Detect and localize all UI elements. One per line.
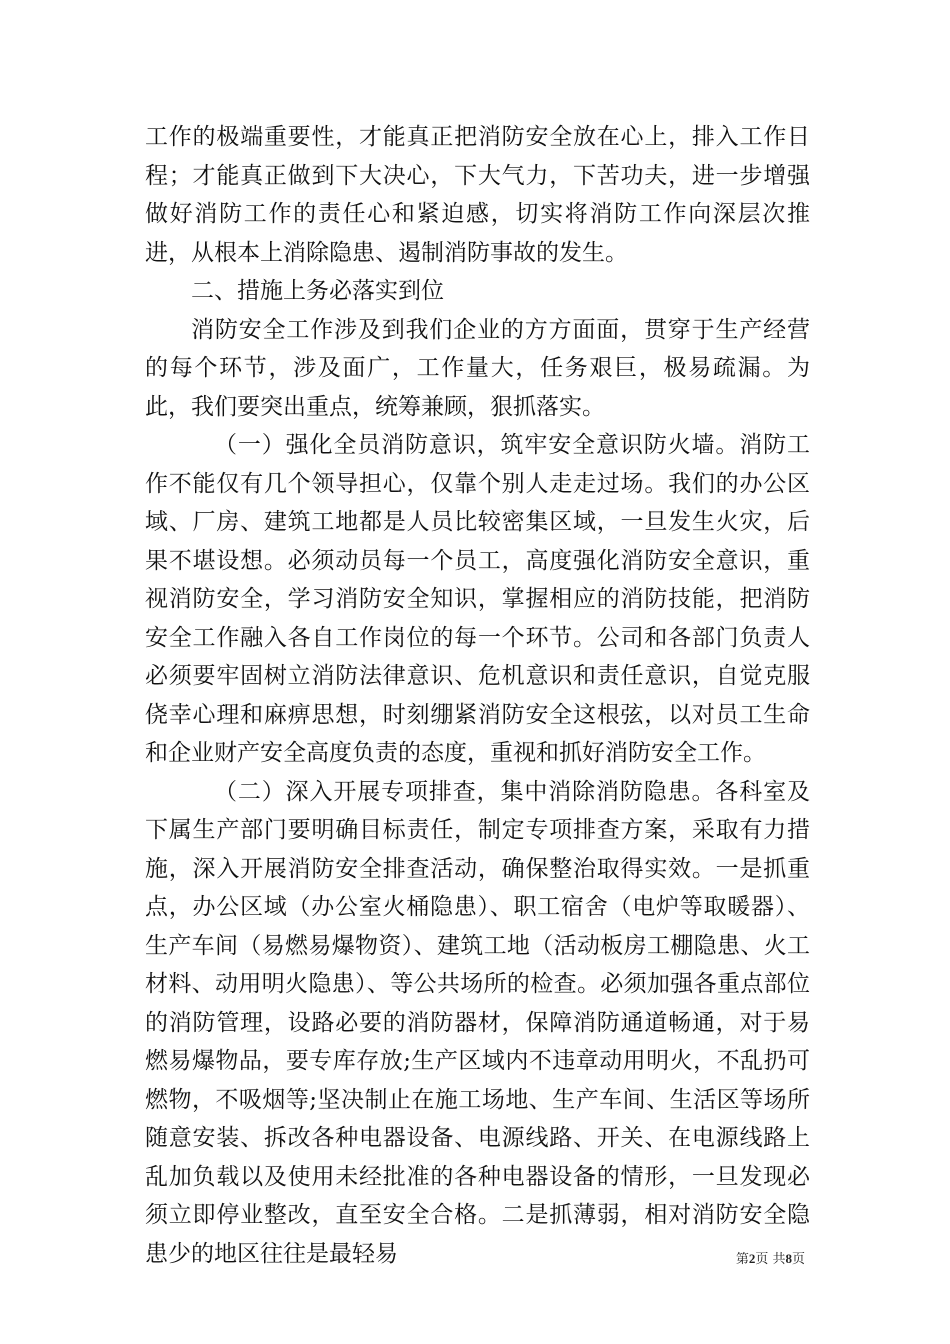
current-page-number: 2 bbox=[748, 1251, 756, 1266]
page-footer bbox=[736, 1248, 805, 1267]
paragraph-item-1: （一）强化全员消防意识，筑牢安全意识防火墙。消防工作不能仅有几个领导担心，仅靠个别人走走过场。我们的办公区域、厂房、建筑工地都是人员比较密集区域，一旦发生火灾，后果不堪设想。必须动员每一个员工，高度强化消防安全意识，重视消防安全，学习消防安全知识，掌握相应的消防技能，把消防安全工作融入各自工作岗位的每一个环节。公司和各部门负责人必须要牢固树立消防法律意识、危机意识和责任意识，自觉克服侥幸心理和麻痹思想，时刻绷紧消防安全这根弦，以对员工生命和企业财产安全高度负责的态度，重视和抓好消防安全工作。 bbox=[145, 432, 810, 766]
total-pages-number: 8 bbox=[785, 1251, 792, 1266]
section-heading: 二、措施上务必落实到位 bbox=[191, 278, 444, 304]
footer-middle: 页 共 bbox=[755, 1252, 786, 1267]
footer-prefix: 第 bbox=[735, 1252, 749, 1267]
paragraph-intro: 消防安全工作涉及到我们企业的方方面面，贯穿于生产经营的每个环节，涉及面广，工作量大，任务艰巨，极易疏漏。为此，我们要突出重点，统筹兼顾，狠抓落实。 bbox=[145, 316, 810, 420]
footer-suffix: 页 bbox=[791, 1252, 805, 1267]
paragraph-item-2: （二）深入开展专项排查，集中消除消防隐患。各科室及下属生产部门要明确目标责任，制定专项排查方案，采取有力措施，深入开展消防安全排查活动，确保整治取得实效。一是抓重点，办公区域（办公室火桶隐患）、职工宿舍（电炉等取暖器）、生产车间（易燃易爆物资）、建筑工地（活动板房工棚隐患、火工材料、动用明火隐患）、等公共场所的检查。必须加强各重点部位的消防管理，设路必要的消防器材，保障消防通道畅通，对于易燃易爆物品，要专库存放;生产区域内不违章动用明火，不乱扔可燃物，不吸烟等;坚决制止在施工场地、生产车间、生活区等场所随意安装、拆改各种电器设备、电源线路、开关、在电源线路上乱加负载以及使用未经批准的各种电器设备的情形，一旦发现必须立即停业整改，直至安全合格。二是抓薄弱，相对消防安全隐患少的地区往往是最轻易 bbox=[145, 778, 810, 1267]
document-body bbox=[145, 118, 810, 1273]
paragraph-continuation: 工作的极端重要性，才能真正把消防安全放在心上，排入工作日程；才能真正做到下大决心，下大气力，下苦功夫，进一步增强做好消防工作的责任心和紧迫感，切实将消防工作向深层次推进，从根本上消除隐患、遏制消防事故的发生。 bbox=[145, 124, 810, 266]
